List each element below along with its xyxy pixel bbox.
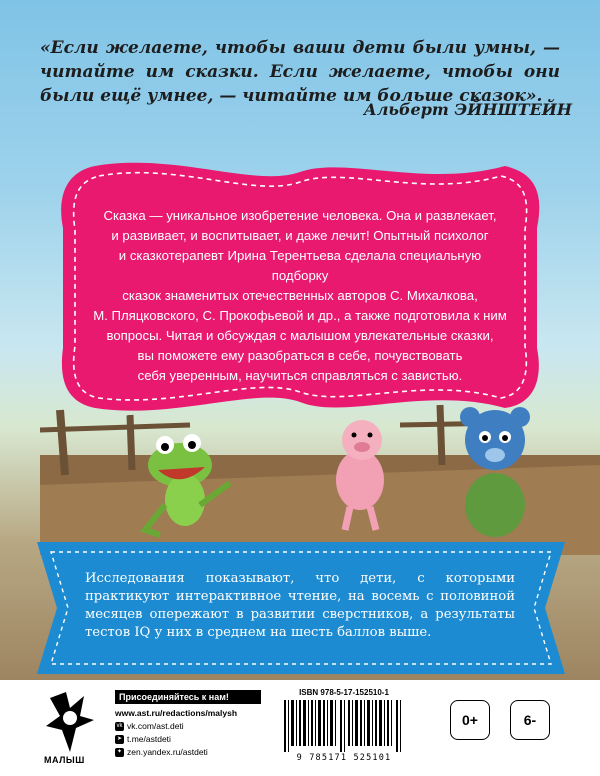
- epigraph-author: Альберт ЭЙНШТЕЙН: [363, 100, 572, 119]
- isbn-block: [276, 688, 412, 763]
- barcode-icon: [276, 700, 412, 752]
- telegram-text: t.me/astdeti: [127, 734, 171, 744]
- description-panel: [55, 158, 545, 416]
- vk-link[interactable]: [115, 720, 261, 733]
- research-panel: [37, 538, 565, 678]
- description-line: М. Пляцковского, С. Прокофьевой и др., а также подготовила к ним: [93, 308, 507, 323]
- description-text: [89, 206, 511, 386]
- telegram-icon: ➤: [116, 736, 123, 742]
- zen-icon: ✦: [116, 749, 123, 755]
- description-line: Сказка — уникальное изобретение человека. Она и развлекает,: [103, 208, 497, 223]
- age-rating-badge-secondary: 6-: [510, 700, 550, 740]
- description-line: и сказкотерапевт Ирина Терентьева сделала специальную подборку: [118, 248, 482, 283]
- description-line: и развивает, и воспитывает, и даже лечит! Опытный психолог: [111, 228, 489, 243]
- footer: [0, 680, 600, 776]
- illustration-scene: [40, 395, 600, 555]
- telegram-link[interactable]: [115, 733, 261, 746]
- zen-text: zen.yandex.ru/astdeti: [127, 747, 208, 757]
- social-links: [115, 690, 261, 759]
- vk-text: vk.com/ast.deti: [127, 721, 184, 731]
- age-rating-badge: 0+: [450, 700, 490, 740]
- zen-link[interactable]: [115, 746, 261, 759]
- vk-icon: vk: [116, 723, 123, 729]
- website-link[interactable]: [115, 707, 261, 720]
- epigraph-quote: «Если желаете, чтобы ваши дети были умны, — читайте им сказки. Если желаете, чтобы они были ещё умнее, — читайте им больше сказок».: [40, 38, 560, 106]
- website-text: www.ast.ru/redactions/malysh: [115, 708, 238, 718]
- research-text: Исследования показывают, что дети, с которыми практикуют интерактивное чтение, на восемь с половиной месяцев опережают в развитии сверстников, а результаты тестов IQ у них в среднем на шесть баллов выше.: [85, 571, 515, 640]
- barcode-number: 9 785171 525101: [296, 753, 392, 763]
- description-line: вопросы. Читая и обсуждая с малышом увлекательные сказки,: [106, 328, 494, 343]
- description-line: вы поможете ему разобраться в себе, почувствовать: [137, 348, 463, 363]
- description-line: сказок знаменитых отечественных авторов С. Михалкова,: [122, 288, 478, 303]
- description-line: себя уверенным, научиться справляться с завистью.: [137, 368, 463, 383]
- publisher-logo-text: МАЛЫШ: [44, 755, 85, 765]
- malysh-logo-icon: [40, 690, 100, 764]
- isbn-label: ISBN 978-5-17-152510-1: [299, 688, 389, 697]
- join-us-banner: Присоединяйтесь к нам!: [115, 690, 261, 704]
